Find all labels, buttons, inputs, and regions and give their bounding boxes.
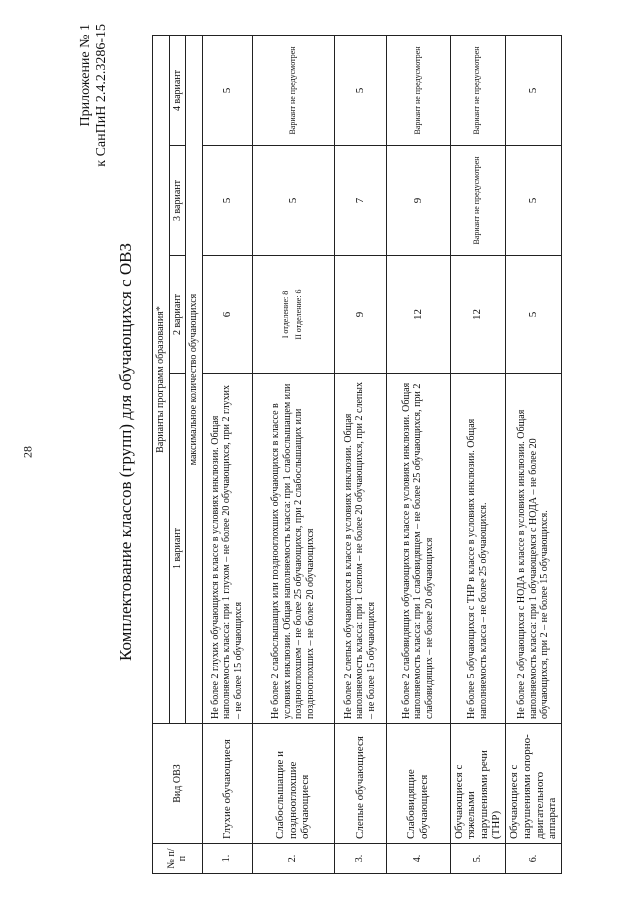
row-ovz-kind: Обучающиеся с тяжелыми нарушениями речи (ТНР) [450, 724, 506, 844]
department-1-count: I отделение: 8 [281, 290, 291, 339]
page-number: 28 [20, 446, 35, 458]
header-variant-2: 2 вариант [169, 256, 186, 374]
row-variant-2: 5 [506, 256, 562, 374]
header-row [153, 35, 170, 873]
row-variant-4: 5 [202, 35, 252, 145]
row-variant-3-not-provided: Вариант не предусмотрен [450, 146, 506, 256]
row-variant-1: Не более 5 обучающихся с ТНР в классе в условиях инклюзии. Общая наполняемость класса – не более 25 обучающихся. [450, 374, 506, 724]
row-variant-1: Не более 2 слабослышащих или позднооглохших обучающихся в классе в условиях инклюзии. Общая наполняемость класса: при 1 слабослышащем или позднооглохшем – не более 25 обучающихся, при 2 слабослышащих или позднооглохших – не более 20 обучающихся [252, 374, 334, 724]
table-row [506, 35, 562, 873]
row-variant-1: Не более 2 глухих обучающихся в классе в условиях инклюзии. Общая наполняемость класса: при 1 глухом – не более 20 обучающихся, при 2 глухих – не более 15 обучающихся [202, 374, 252, 724]
row-ovz-kind: Слабовидящие обучающиеся [386, 724, 450, 844]
row-variant-3: 5 [506, 146, 562, 256]
header-programs: Варианты программ образования* [153, 35, 170, 723]
row-variant-4-not-provided: Вариант не предусмотрен [450, 35, 506, 145]
table-row [334, 35, 386, 873]
row-variant-1: Не более 2 слабовидящих обучающихся в классе в условиях инклюзии. Общая наполняемость класса: при 1 слабовидящем – не более 25 обучающихся, при 2 слабовидящих – не более 20 обучающихся [386, 374, 450, 724]
row-variant-2: 6 [202, 256, 252, 374]
row-variant-4: 5 [334, 35, 386, 145]
header-variant-4: 4 вариант [169, 35, 186, 145]
row-variant-2-departments [252, 256, 334, 374]
row-number: 1. [202, 844, 252, 874]
table-row [386, 35, 450, 873]
row-variant-2: 9 [334, 256, 386, 374]
row-ovz-kind: Глухие обучающиеся [202, 724, 252, 844]
row-variant-1: Не более 2 слепых обучающихся в классе в условиях инклюзии. Общая наполняемость класса: при 1 слепом – не более 20 обучающихся, при 2 слепых – не более 15 обучающихся [334, 374, 386, 724]
table-row [202, 35, 252, 873]
row-ovz-kind: Слабослышащие и позднооглохшие обучающиеся [252, 724, 334, 844]
header-variant-1: 1 вариант [169, 374, 186, 724]
row-variant-4: 5 [506, 35, 562, 145]
row-number: 4. [386, 844, 450, 874]
row-variant-2: 12 [386, 256, 450, 374]
appendix-reference [78, 24, 110, 167]
document-title: Комплектование классов (групп) для обучающихся с ОВЗ [116, 242, 135, 662]
row-number: 5. [450, 844, 506, 874]
table-row [450, 35, 506, 873]
row-variant-4-not-provided: Вариант не предусмотрен [252, 35, 334, 145]
header-kind: Вид ОВЗ [153, 724, 203, 844]
table-row [252, 35, 334, 873]
appendix-regulation: к СанПиН 2.4.2.3286-15 [94, 24, 109, 167]
row-variant-3: 7 [334, 146, 386, 256]
department-2-count: II отделение: 6 [294, 289, 303, 340]
row-ovz-kind: Обучающиеся с нарушениями опорно-двигательного аппарата [506, 724, 562, 844]
row-number: 3. [334, 844, 386, 874]
header-variant-3: 3 вариант [169, 146, 186, 256]
row-variant-1: Не более 2 обучающихся с НОДА в классе в условиях инклюзии. Общая наполняемость класса: при 1 обучающемся с НОДА – не более 20 обучающихся, при 2 – не более 15 обучающихся. [506, 374, 562, 724]
header-max-count: максимальное количество обучающихся [186, 35, 203, 723]
row-ovz-kind: Слепые обучающиеся [334, 724, 386, 844]
appendix-line: Приложение № 1 [78, 24, 93, 127]
row-number: 6. [506, 844, 562, 874]
row-variant-3: 5 [252, 146, 334, 256]
row-variant-2: 12 [450, 256, 506, 374]
row-variant-3: 9 [386, 146, 450, 256]
ovz-class-table [152, 35, 562, 874]
row-variant-3: 5 [202, 146, 252, 256]
row-number: 2. [252, 844, 334, 874]
rotated-sheet [70, 12, 570, 892]
header-num: № п/п [153, 844, 203, 874]
row-variant-4-not-provided: Вариант не предусмотрен [386, 35, 450, 145]
